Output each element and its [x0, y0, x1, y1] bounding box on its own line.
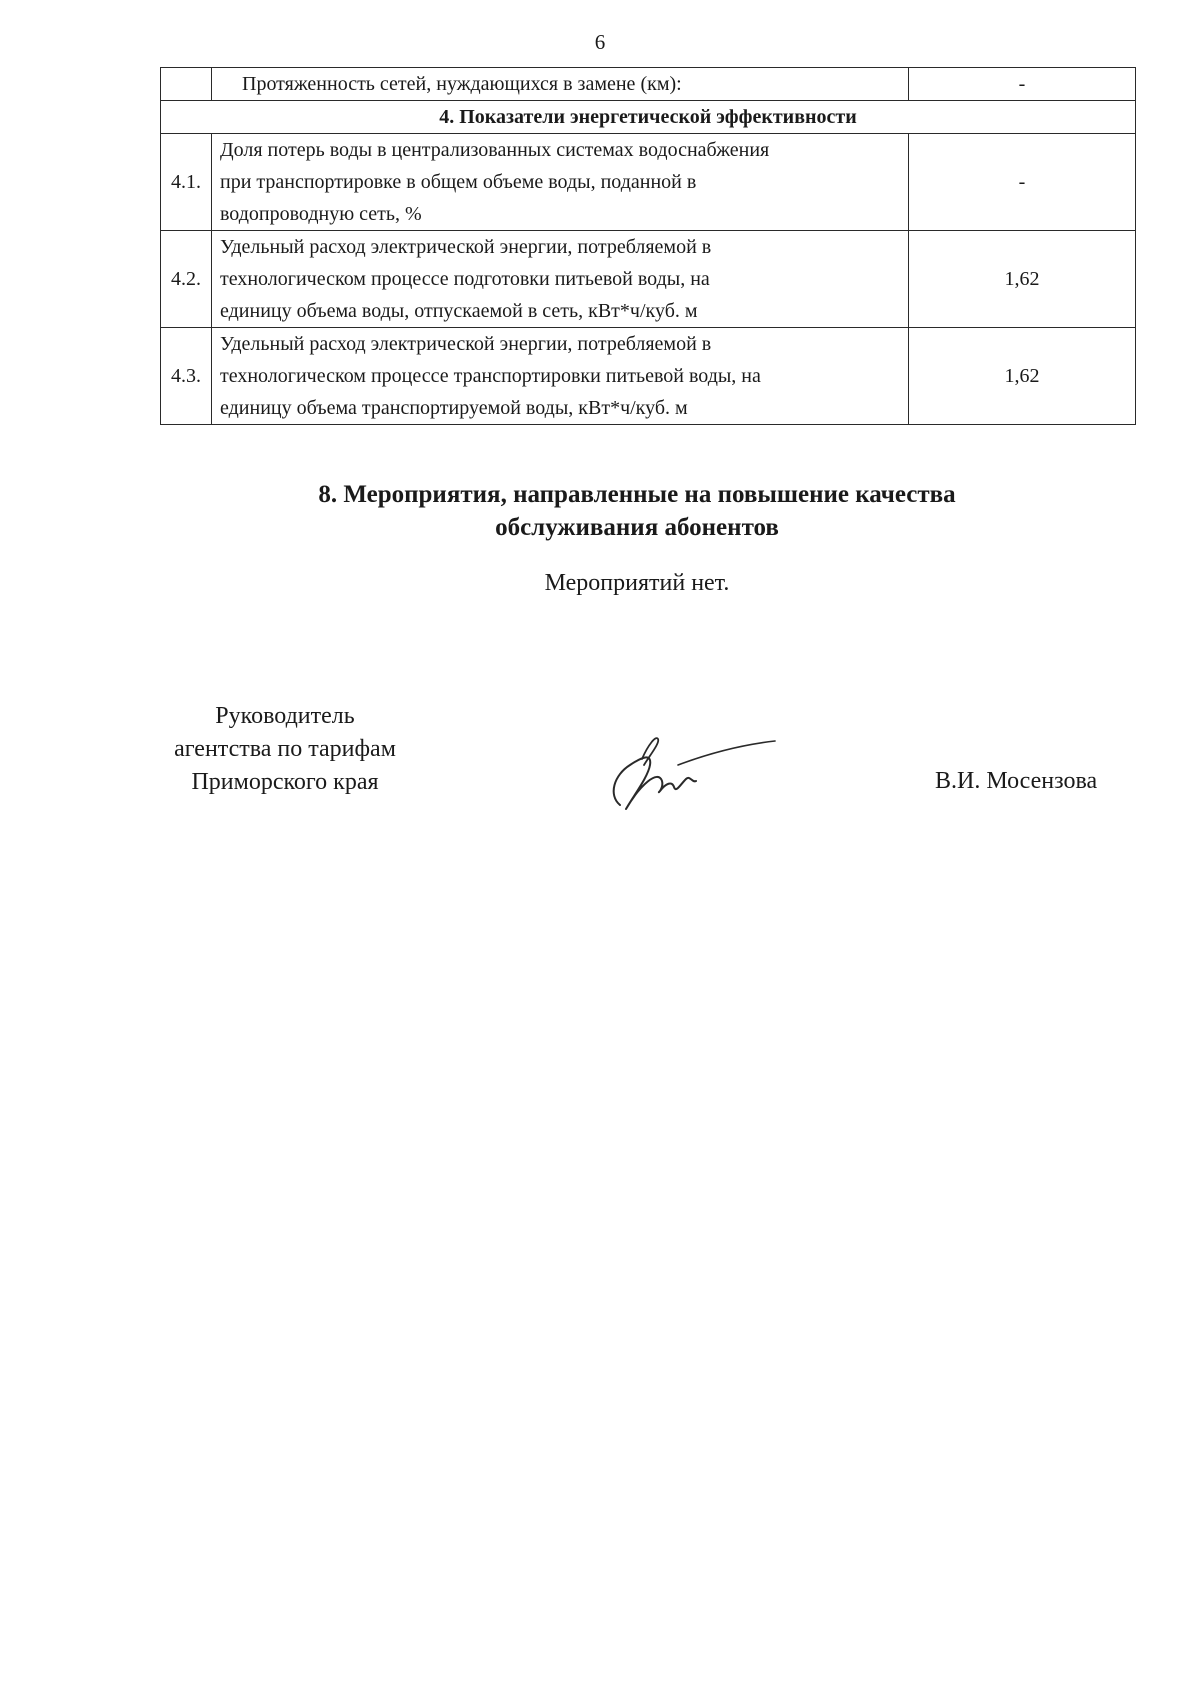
row-description: Протяженность сетей, нуждающихся в замене (км):: [212, 68, 909, 101]
row-description-line: технологическом процессе подготовки питьевой воды, на: [220, 268, 710, 290]
row-description-line: Удельный расход электрической энергии, потребляемой в: [220, 333, 712, 355]
handwritten-signature: [600, 725, 780, 815]
row-description: [212, 328, 909, 425]
row-description-line: Удельный расход электрической энергии, потребляемой в: [220, 236, 712, 258]
section-body-text: Мероприятий нет.: [544, 570, 730, 596]
table-row: [161, 68, 1136, 101]
row-description-line: Доля потерь воды в централизованных системах водоснабжения: [220, 139, 770, 161]
row-description-line: единицу объема воды, отпускаемой в сеть, кВт*ч/куб. м: [220, 300, 698, 322]
row-description-line: при транспортировке в общем объеме воды, поданной в: [220, 171, 697, 193]
indicators-table: [160, 67, 1136, 425]
page-number: 6: [594, 30, 606, 54]
row-description-line: единицу объема транспортируемой воды, кВт*ч/куб. м: [220, 397, 688, 419]
row-description: [212, 134, 909, 231]
row-description: [212, 231, 909, 328]
section-heading-line: 8. Мероприятия, направленные на повышение качества: [318, 481, 956, 508]
signer-title-line: Руководитель: [215, 703, 355, 729]
table-row: [161, 231, 1136, 328]
table-row: [161, 134, 1136, 231]
row-description-line: водопроводную сеть, %: [220, 203, 422, 225]
signer-title-line: Приморского края: [191, 769, 379, 795]
row-number: [161, 68, 212, 101]
signer-title: [135, 700, 435, 799]
signer-name: В.И. Мосензова: [935, 768, 1098, 794]
table-section-row: [161, 101, 1136, 134]
row-number: 4.1.: [161, 134, 212, 231]
section-heading: [0, 478, 1200, 544]
row-value: -: [909, 134, 1136, 231]
row-value: -: [909, 68, 1136, 101]
row-number: 4.2.: [161, 231, 212, 328]
row-value: 1,62: [909, 328, 1136, 425]
row-value: 1,62: [909, 231, 1136, 328]
row-description-line: технологическом процессе транспортировки питьевой воды, на: [220, 365, 761, 387]
section-heading-line: обслуживания абонентов: [495, 514, 779, 541]
table-row: [161, 328, 1136, 425]
row-number: 4.3.: [161, 328, 212, 425]
signer-title-line: агентства по тарифам: [174, 736, 396, 762]
section-title: 4. Показатели энергетической эффективности: [161, 101, 1136, 134]
